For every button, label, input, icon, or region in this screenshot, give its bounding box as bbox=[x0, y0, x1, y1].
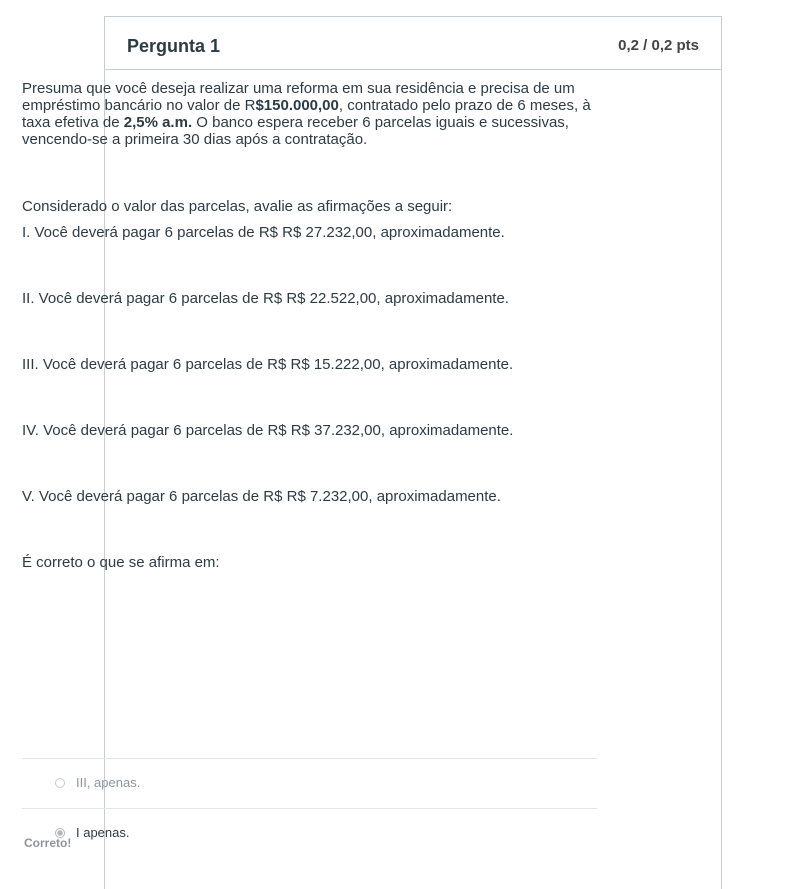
correct-answer-flag: Correto! bbox=[24, 836, 72, 850]
intro-text-2: , contratado pelo prazo de 6 meses, à taxa efetiva de bbox=[22, 97, 591, 131]
question-header bbox=[105, 17, 721, 70]
question-prompt: É correto o que se afirma em: bbox=[22, 554, 220, 571]
question-title: Pergunta 1 bbox=[127, 36, 221, 56]
question-intro bbox=[22, 80, 597, 148]
statement-2: II. Você deverá pagar 6 parcelas de R$ R$ 22.522,00, aproximadamente. bbox=[22, 290, 509, 307]
consider-text: Considerado o valor das parcelas, avalie as afirmações a seguir: bbox=[22, 198, 453, 215]
loan-amount: $150.000,00 bbox=[255, 97, 339, 114]
statement-5: V. Você deverá pagar 6 parcelas de R$ R$ 7.232,00, aproximadamente. bbox=[22, 488, 501, 505]
question-points: 0,2 / 0,2 pts bbox=[618, 37, 699, 54]
answer-label: III, apenas. bbox=[76, 775, 141, 790]
question-text bbox=[22, 80, 597, 571]
interest-rate: 2,5% a.m. bbox=[123, 114, 193, 131]
answer-list bbox=[22, 758, 597, 858]
intro-text-3: O banco espera receber 6 parcelas iguais e sucessivas, vencendo-se a primeira 30 dias após a contratação. bbox=[22, 114, 569, 148]
statement-3: III. Você deverá pagar 6 parcelas de R$ R$ 15.222,00, aproximadamente. bbox=[22, 356, 514, 373]
statement-4: IV. Você deverá pagar 6 parcelas de R$ R$ 37.232,00, aproximadamente. bbox=[22, 422, 514, 439]
answer-option-i[interactable] bbox=[22, 808, 597, 858]
intro-text-1: Presuma que você deseja realizar uma reforma em sua residência e precisa de um empréstimo bancário no valor de R bbox=[22, 80, 575, 114]
statement-1: I. Você deverá pagar 6 parcelas de R$ R$ 27.232,00, aproximadamente. bbox=[22, 224, 505, 241]
answer-label: I apenas. bbox=[76, 825, 130, 840]
radio-icon[interactable] bbox=[55, 778, 65, 788]
answer-option-iii[interactable] bbox=[22, 758, 597, 808]
